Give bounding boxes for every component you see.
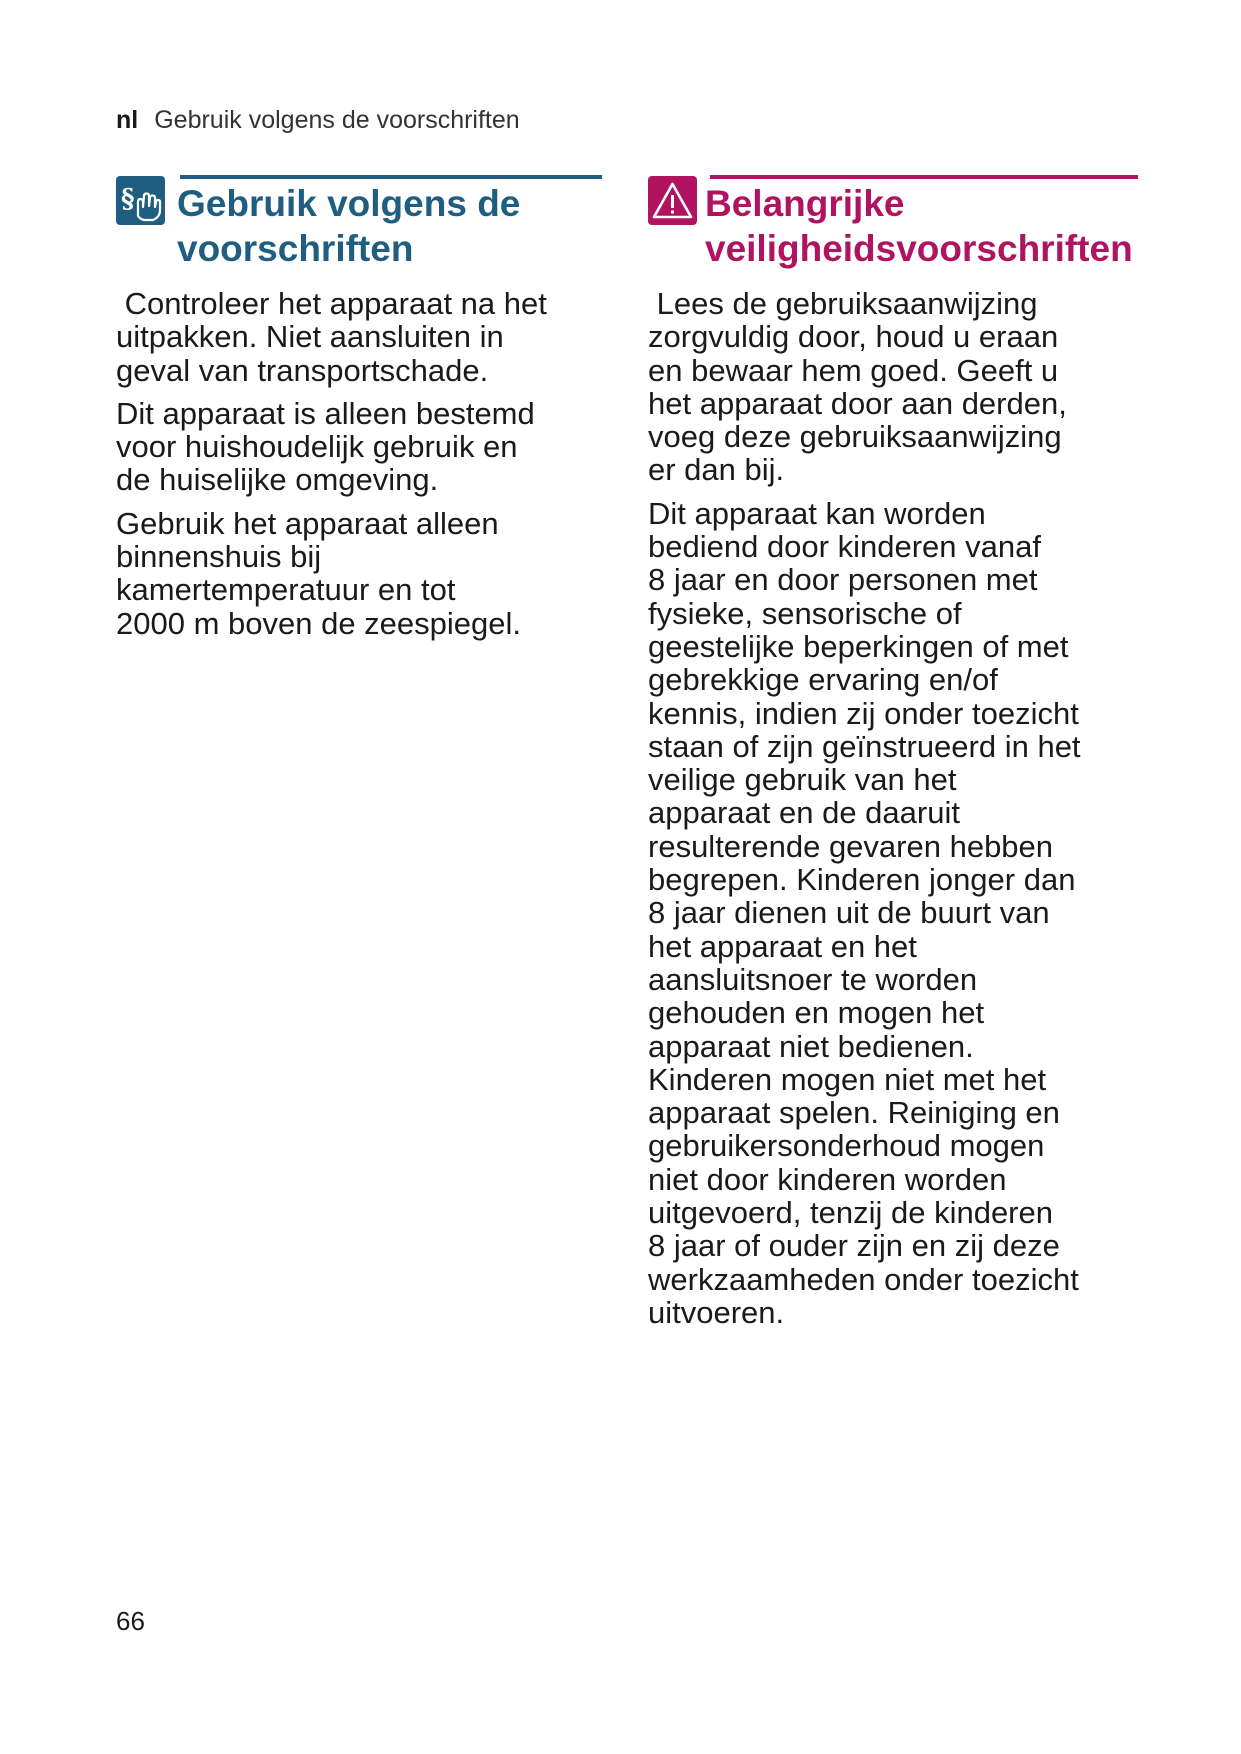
title-line: Gebruik volgens de [177,183,521,224]
text-line: veilige gebruik van het [648,762,957,798]
text-line: Kinderen mogen niet met het [648,1061,1047,1097]
text-line: apparaat en de daaruit [648,795,960,831]
text-line: resulterende gevaren hebben [648,828,1054,864]
text-line: bediend door kinderen vanaf [648,529,1041,565]
paragraph [116,397,602,497]
text-line: voor huishoudelijk gebruik en [116,429,518,465]
intended-use-title [177,181,520,271]
text-line: 8 jaar dienen uit de buurt van [648,895,1050,931]
paragraph-hand-icon [116,176,165,225]
text-line: geval van transportschade. [116,352,489,388]
text-line: Lees de gebruiksaanwijzing [648,286,1038,321]
text-line: uitvoeren. [648,1294,785,1330]
text-line: geestelijke beperkingen of met [648,628,1069,664]
text-line: gebrekkige ervaring en/of [648,662,998,698]
running-header [116,106,520,135]
text-line: zorgvuldig door, houd u eraan [648,319,1059,355]
intended-use-body [116,287,602,650]
text-line: Controleer het apparaat na het [116,286,547,321]
language-code: nl [116,106,139,134]
text-line: fysieke, sensorische of [648,595,962,631]
safety-body [648,287,1138,1339]
text-line: 2000 m boven de zeespiegel. [116,605,522,641]
text-line: 8 jaar en door personen met [648,562,1038,598]
section-rule-magenta [710,175,1138,179]
text-line: uitgevoerd, tenzij de kinderen [648,1195,1053,1231]
paragraph [116,507,602,640]
text-line: apparaat niet bedienen. [648,1028,974,1064]
text-line: Dit apparaat kan worden [648,495,986,531]
header-title: Gebruik volgens de voorschriften [154,106,520,134]
text-line: uitpakken. Niet aansluiten in [116,319,504,355]
text-line: voeg deze gebruiksaanwijzing [648,419,1062,455]
text-line: Gebruik het apparaat alleen [116,505,499,541]
text-line: gebruikersonderhoud mogen [648,1128,1045,1164]
text-line: werkzaamheden onder toezicht [648,1261,1079,1297]
section-rule-blue [180,175,602,179]
safety-title [705,181,1133,271]
paragraph [648,497,1138,1329]
warning-triangle-icon [648,176,697,225]
text-line: begrepen. Kinderen jonger dan [648,862,1076,898]
text-line: apparaat spelen. Reiniging en [648,1095,1060,1131]
text-line: de huiselijke omgeving. [116,462,439,498]
paragraph [116,287,602,387]
text-line: 8 jaar of ouder zijn en zij deze [648,1228,1060,1264]
text-line: gehouden en mogen het [648,995,985,1031]
title-line: Belangrijke [705,183,905,224]
text-line: Dit apparaat is alleen bestemd [116,395,535,431]
text-line: binnenshuis bij [116,539,322,575]
text-line: niet door kinderen worden [648,1161,1007,1197]
text-line: het apparaat door aan derden, [648,385,1067,421]
text-line: aansluitsnoer te worden [648,961,978,997]
text-line: en bewaar hem goed. Geeft u [648,352,1059,388]
title-line: voorschriften [177,228,414,269]
title-line: veiligheidsvoorschriften [705,228,1133,269]
text-line: er dan bij. [648,452,785,488]
paragraph [648,287,1138,487]
page-number: 66 [116,1606,145,1636]
text-line: het apparaat en het [648,928,917,964]
text-line: kamertemperatuur en tot [116,572,456,608]
svg-text:§: § [121,184,135,214]
text-line: kennis, indien zij onder toezicht [648,695,1079,731]
text-line: staan of zijn geïnstrueerd in het [648,728,1081,764]
